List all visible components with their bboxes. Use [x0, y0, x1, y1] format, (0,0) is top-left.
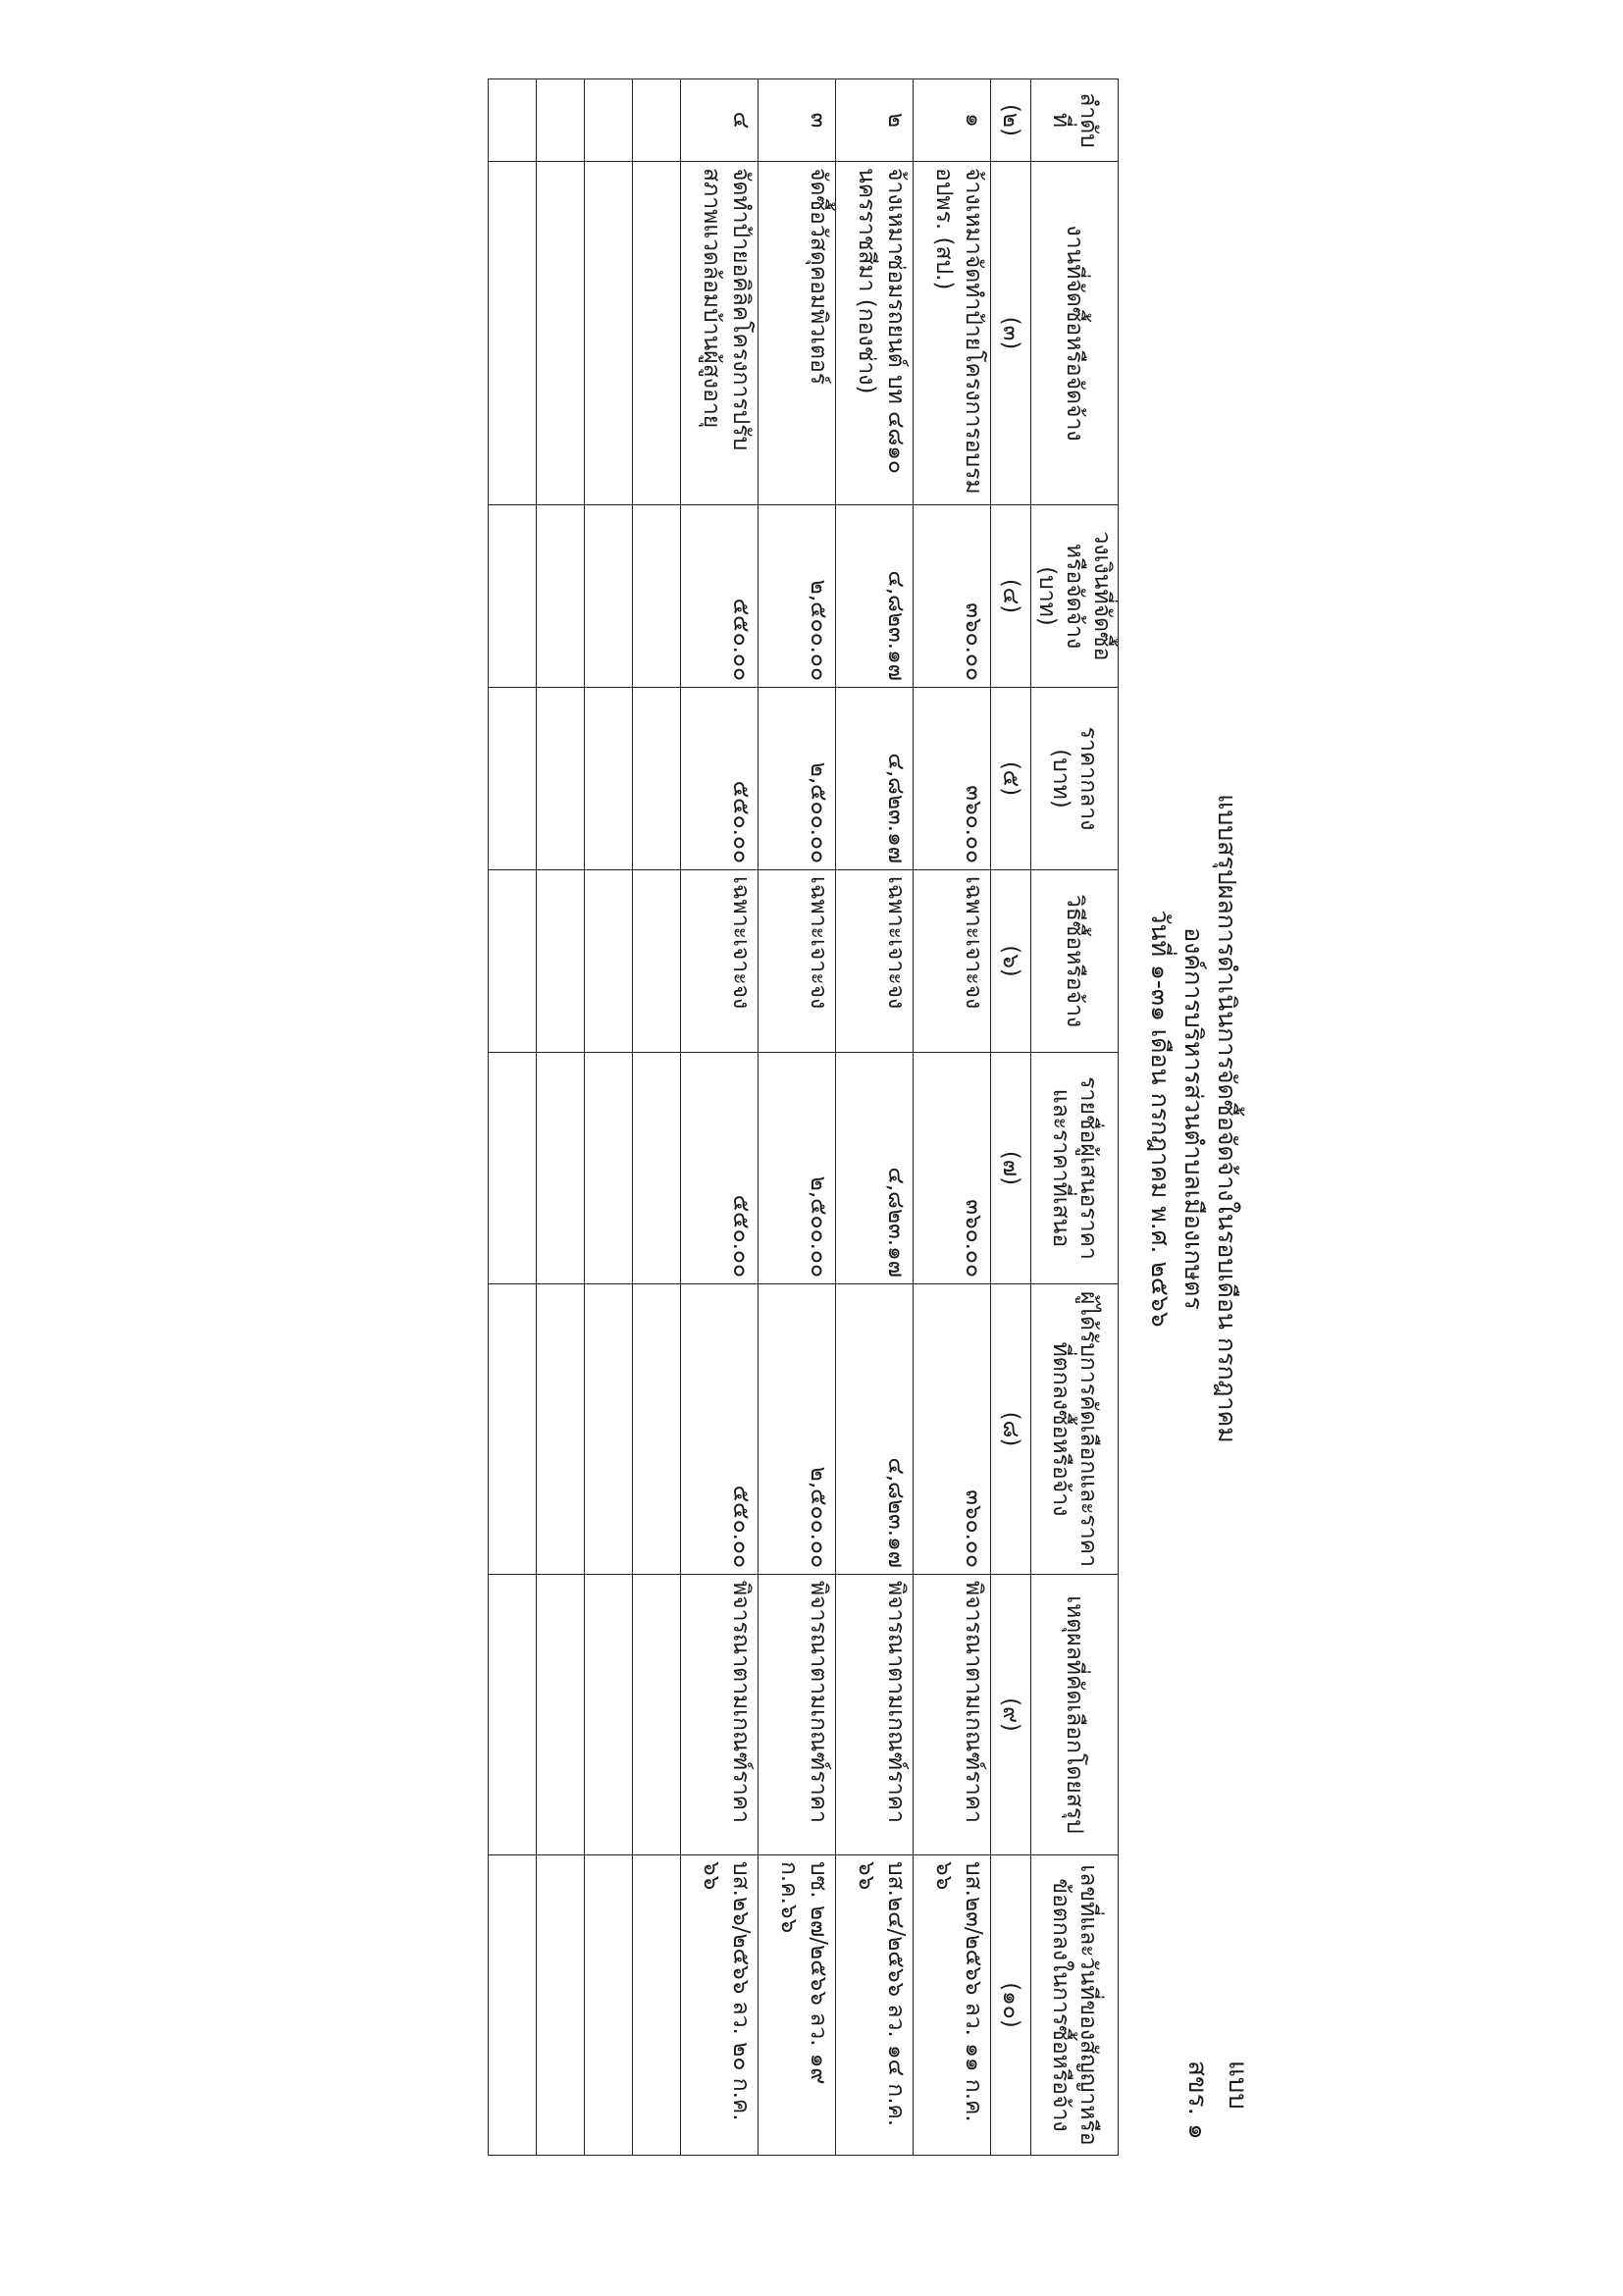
row-method: เฉพาะเจาะจง: [836, 870, 914, 1053]
col-header: งานที่จัดซื้อหรือจัดจ้าง: [1031, 162, 1119, 505]
empty-row: [537, 79, 585, 2156]
row-number: ๔: [681, 79, 759, 162]
row-bid: ๓๖๐.๐๐: [914, 1053, 991, 1284]
row-bid: ๕๕๐.๐๐: [681, 1053, 759, 1284]
report-title: แบบสรุปผลการดำเนินการจัดซื้อจัดจ้างในรอบเดือน กรกฎาคม: [1213, 794, 1241, 1443]
row-median-price: ๔,๘๒๓.๑๗: [836, 688, 914, 870]
col-number: (๘): [991, 1284, 1031, 1575]
row-median-price: ๓๖๐.๐๐: [914, 688, 991, 870]
row-budget: ๓๖๐.๐๐: [914, 505, 991, 688]
row-number: ๓: [759, 79, 836, 162]
col-number: (๖): [991, 870, 1031, 1053]
empty-row: [489, 79, 537, 2156]
col-header: เลขที่และวันที่ของสัญญาหรือข้อตกลงในการซื้อหรือจ้าง: [1031, 1855, 1119, 2156]
row-reason: พิจารณาตามเกณฑ์ราคา: [681, 1575, 759, 1855]
row-bid: ๔,๘๒๓.๑๗: [836, 1053, 914, 1284]
col-number: (๕): [991, 688, 1031, 870]
row-method: เฉพาะเจาะจง: [681, 870, 759, 1053]
column-number-row: [991, 79, 1031, 2156]
col-header: วงเงินที่จัดซื้อหรือจัดจ้าง (บาท): [1031, 505, 1119, 688]
col-number: (๔): [991, 505, 1031, 688]
col-header: ผู้ได้รับการคัดเลือกและราคาที่ตกลงซื้อหรือจ้าง: [1031, 1284, 1119, 1575]
row-item: จัดทำป้ายอคิลิคโครงการปรับสภาพแวดล้อมบ้านผู้สูงอายุ: [681, 162, 759, 505]
row-reason: พิจารณาตามเกณฑ์ราคา: [836, 1575, 914, 1855]
row-item: จ้างเหมาจัดทำป้ายโครงการอบรม อปพร. (สป.): [914, 162, 991, 505]
row-winner-price: ๒,๕๐๐.๐๐: [759, 1284, 836, 1575]
procurement-table: [488, 78, 1119, 2156]
organization-name: องค์การบริหารส่วนตำบลเมืองเกษตร: [1179, 927, 1208, 1310]
col-number: (๑๐): [991, 1855, 1031, 2156]
row-item: จัดซื้อวัสดุคอมพิวเตอร์: [759, 162, 836, 505]
row-median-price: ๕๕๐.๐๐: [681, 688, 759, 870]
row-item: จ้างเหมาซ่อมรถยนต์ บท ๔๘๑๐ นครราชสีมา (กองช่าง): [836, 162, 914, 505]
row-contract: บส.๒๓/๒๕๖๖ ลว. ๑๑ ก.ค. ๖๖: [914, 1855, 991, 2156]
row-budget: ๒,๕๐๐.๐๐: [759, 505, 836, 688]
row-number: ๒: [836, 79, 914, 162]
row-contract: บส.๒๖/๒๕๖๖ ลว. ๒๐ ก.ค. ๖๖: [681, 1855, 759, 2156]
row-bid: ๒,๕๐๐.๐๐: [759, 1053, 836, 1284]
col-number: (๙): [991, 1575, 1031, 1855]
row-median-price: ๒,๕๐๐.๐๐: [759, 688, 836, 870]
row-reason: พิจารณาตามเกณฑ์ราคา: [759, 1575, 836, 1855]
col-number: (๓): [991, 162, 1031, 505]
col-number: (๗): [991, 1053, 1031, 1284]
row-method: เฉพาะเจาะจง: [914, 870, 991, 1053]
row-budget: ๔,๘๒๓.๑๗: [836, 505, 914, 688]
table-header: [1031, 79, 1119, 2156]
col-header: ราคากลาง (บาท): [1031, 688, 1119, 870]
table-row: [759, 79, 836, 2156]
form-code: แบบ สขร. ๑: [1182, 2061, 1252, 2140]
empty-row: [585, 79, 633, 2156]
row-contract: บส.๒๔/๒๕๖๖ ลว. ๑๔ ก.ค. ๖๖: [836, 1855, 914, 2156]
table-row: [914, 79, 991, 2156]
report-date: วันที่ ๑-๓๑ เดือน กรกฎาคม พ.ศ. ๒๕๖๖: [1146, 910, 1175, 1328]
empty-row: [633, 79, 681, 2156]
row-contract: บซ. ๒๗/๒๕๖๖ ลว. ๑๙ ก.ค.๖๖: [759, 1855, 836, 2156]
row-winner-price: ๔,๘๒๓.๑๗: [836, 1284, 914, 1575]
col-header: เหตุผลที่คัดเลือกโดยสรุป: [1031, 1575, 1119, 1855]
col-header: รายชื่อผู้เสนอราคาและราคาที่เสนอ: [1031, 1053, 1119, 1284]
row-number: ๑: [914, 79, 991, 162]
row-budget: ๕๕๐.๐๐: [681, 505, 759, 688]
col-number: (๒): [991, 79, 1031, 162]
table-row: [836, 79, 914, 2156]
row-winner-price: ๓๖๐.๐๐: [914, 1284, 991, 1575]
col-header: ลำดับที่: [1031, 79, 1119, 162]
row-reason: พิจารณาตามเกณฑ์ราคา: [914, 1575, 991, 1855]
col-header: วิธีซื้อหรือจ้าง: [1031, 870, 1119, 1053]
row-method: เฉพาะเจาะจง: [759, 870, 836, 1053]
row-winner-price: ๕๕๐.๐๐: [681, 1284, 759, 1575]
table-row: [681, 79, 759, 2156]
rotated-page: [520, 78, 1266, 2159]
